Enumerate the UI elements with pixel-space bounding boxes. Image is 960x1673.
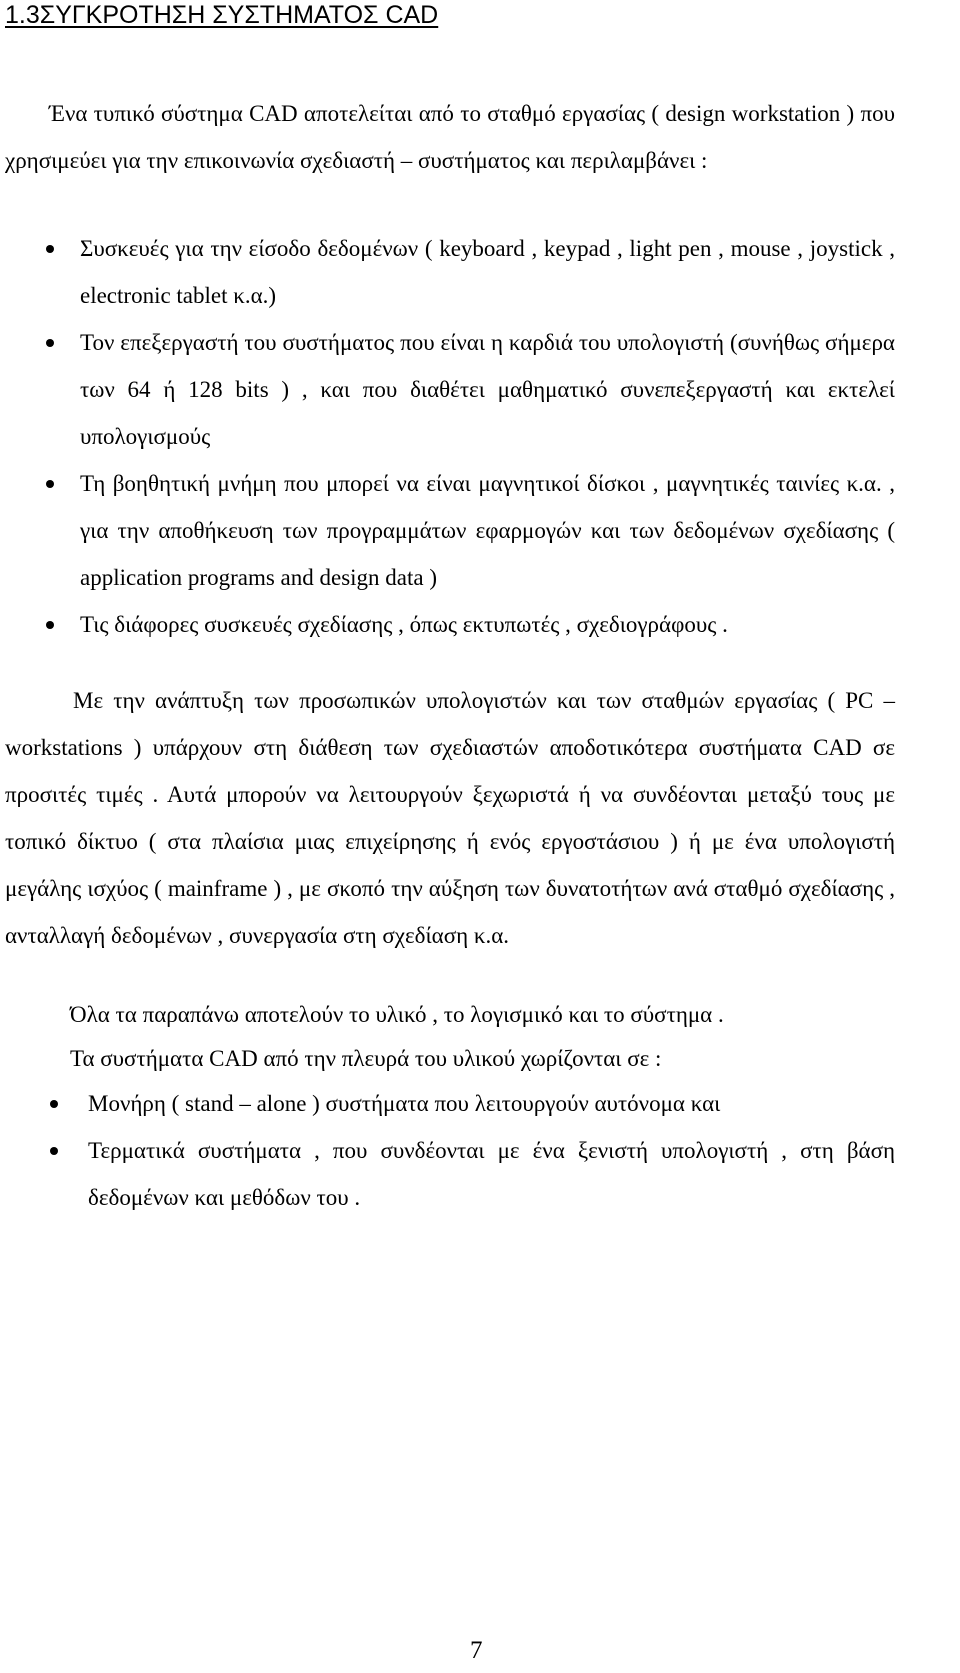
list-item	[80, 601, 895, 648]
list-item	[80, 460, 895, 601]
bullet-icon	[46, 480, 54, 488]
summary-paragraph: Όλα τα παραπάνω αποτελούν το υλικό , το λογισμικό και το σύστημα .	[70, 1002, 724, 1027]
system-types-list	[88, 1080, 895, 1221]
list-item-text: Μονήρη ( stand – alone ) συστήματα που λειτουργούν αυτόνομα και	[88, 1091, 721, 1116]
list-item	[88, 1127, 895, 1221]
list-item-text: Τον επεξεργαστή του συστήματος που είναι η καρδιά του υπολογιστή (συνήθως σήμερα των 64 ή 128 bits ) , και που διαθέτει μαθηματικό συνεπεξεργαστή και εκτελεί υπολογισμούς	[80, 330, 895, 449]
bullet-icon	[46, 245, 54, 253]
list-item	[88, 1080, 895, 1127]
list-item	[80, 225, 895, 319]
components-list	[80, 225, 895, 648]
bullet-icon	[46, 621, 54, 629]
list-item-text: Συσκευές για την είσοδο δεδομένων ( keyboard , keypad , light pen , mouse , joystick , electronic tablet κ.α.)	[80, 236, 895, 308]
list-item-text: Τη βοηθητική μνήμη που μπορεί να είναι μαγνητικοί δίσκοι , μαγνητικές ταινίες κ.α. , για την αποθήκευση των προγραμμάτων εφαρμογών και των δεδομένων σχεδίασης ( application programs and design data )	[80, 471, 895, 590]
section-heading: 1.3ΣΥΓΚΡΟΤΗΣΗ ΣΥΣΤΗΜΑΤΟΣ CAD	[5, 1, 439, 29]
list-item-text: Τις διάφορες συσκευές σχεδίασης , όπως εκτυπωτές , σχεδιογράφους .	[80, 612, 728, 637]
bullet-icon	[50, 1100, 58, 1108]
bullet-icon	[46, 339, 54, 347]
intro-paragraph: Ένα τυπικό σύστημα CAD αποτελείται από το σταθμό εργασίας ( design workstation ) που χρησιμεύει για την επικοινωνία σχεδιαστή – συστήματος και περιλαμβάνει :	[5, 101, 895, 173]
page-number: 7	[470, 1637, 483, 1664]
bullet-icon	[50, 1147, 58, 1155]
list-item-text: Τερματικά συστήματα , που συνδέονται με ένα ξενιστή υπολογιστή , στη βάση δεδομένων και μεθόδων του .	[88, 1138, 895, 1210]
hardware-split-paragraph: Τα συστήματα CAD από την πλευρά του υλικού χωρίζονται σε :	[70, 1046, 662, 1071]
pc-workstations-paragraph: Με την ανάπτυξη των προσωπικών υπολογιστών και των σταθμών εργασίας ( PC – workstations ) υπάρχουν στη διάθεση των σχεδιαστών αποδοτικότερα συστήματα CAD σε προσιτές τιμές . Αυτά μπορούν να λειτουργούν ξεχωριστά ή να συνδέονται μεταξύ τους με τοπικό δίκτυο ( στα πλαίσια μιας επιχείρησης ή ενός εργοστάσιου ) ή με ένα υπολογιστή μεγάλης ισχύος ( mainframe ) , με σκοπό την αύξηση των δυνατοτήτων ανά σταθμό σχεδίασης , ανταλλαγή δεδομένων , συνεργασία στη σχεδίαση κ.α.	[5, 688, 895, 948]
list-item	[80, 319, 895, 460]
